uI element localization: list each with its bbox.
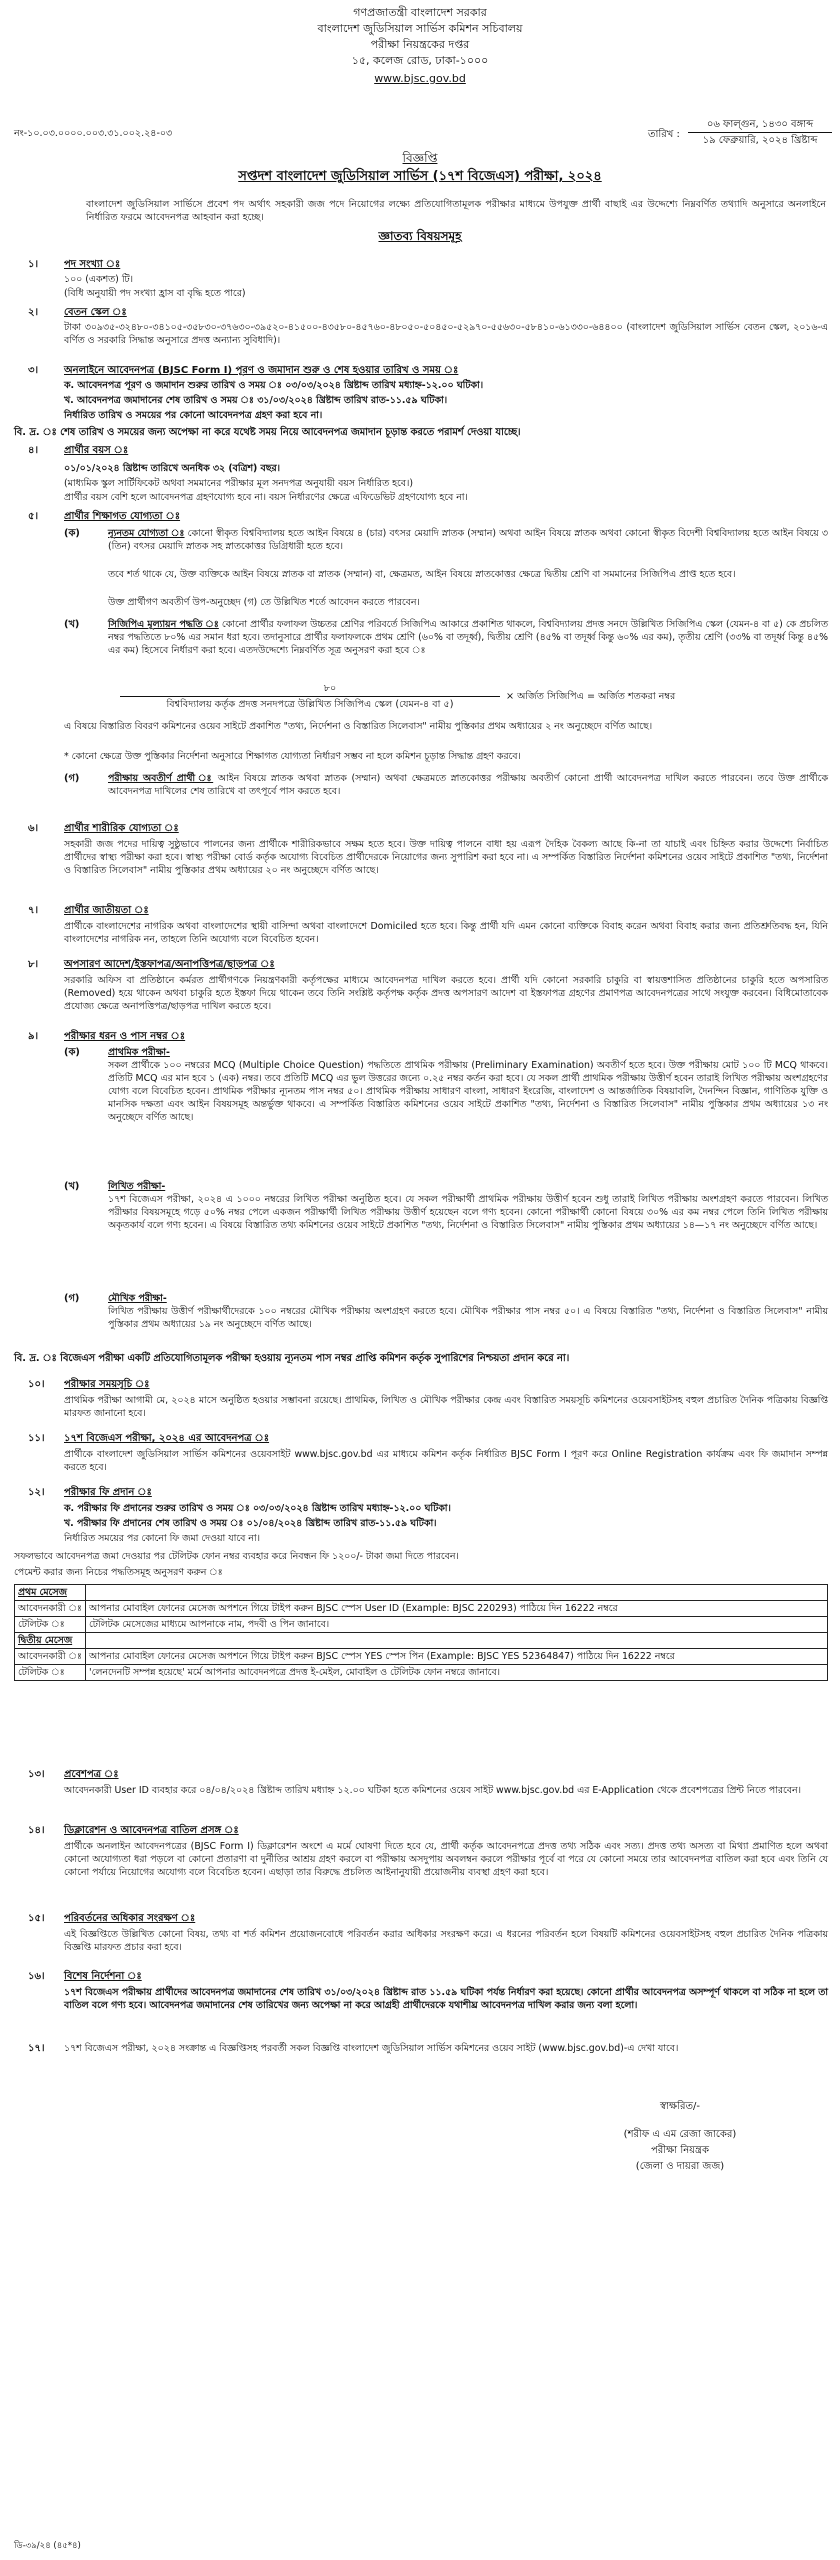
section-text: ১০০ (একশত) টি। bbox=[64, 274, 133, 285]
section-title: অনলাইনে আবেদনপত্র (BJSC Form I) পূরণ ও জমাদান শুরু ও শেষ হওয়ার তারিখ ও সময় ঃ bbox=[64, 365, 459, 376]
section-title: বিশেষ নির্দেশনা ঃ bbox=[64, 1971, 142, 1982]
table-row bbox=[15, 1601, 828, 1617]
section-number: ১। bbox=[28, 259, 39, 270]
fee-note: নির্ধারিত সময়ের পর কোনো ফি জমা দেওয়া যাবে না। bbox=[64, 1533, 260, 1544]
section-text: (বিধি অনুযায়ী পদ সংখ্যা হ্রাস বা বৃদ্ধি হতে পারে) bbox=[64, 288, 246, 299]
section-title: প্রবেশপত্র ঃ bbox=[64, 1769, 119, 1780]
section-title: পদ সংখ্যা ঃ bbox=[64, 259, 121, 270]
table-value: টেলিটক মেসেজের মাধ্যমে আপনাকে নাম, পদবী ও পিন জানাবে। bbox=[86, 1617, 828, 1633]
age-basis: (মাধ্যমিক স্কুল সার্টিফিকেট অথবা সমমানের পরীক্ষার মূল সনদপত্র অনুযায়ী বয়স নির্ধারিত হবে।) bbox=[64, 478, 414, 489]
formula-divider bbox=[120, 696, 500, 697]
govt-line: গণপ্রজাতন্ত্রী বাংলাদেশ সরকার bbox=[353, 6, 487, 19]
formula-numerator: ৮০ bbox=[323, 683, 337, 694]
sub-heading: মৌখিক পরীক্ষা- bbox=[108, 1293, 167, 1304]
commission-line: বাংলাদেশ জুডিসিয়াল সার্ভিস কমিশন সচিবালয় bbox=[317, 22, 523, 35]
print-code: ডি-৩৯/২৪ (৪৫*৪) bbox=[14, 2541, 81, 2551]
sub-label: (ক) bbox=[64, 528, 80, 539]
sub-text: এ বিষয়ে বিস্তারিত বিবরণ কমিশনের ওয়েব সাইটে প্রকাশিত "তথ্য, নির্দেশনা ও বিস্তারিত সিলেবাস" নামীয় পুস্তিকার প্রথম অধ্যায়ের ২ নং অনুচ্ছেদে বর্ণিত আছে। bbox=[64, 721, 653, 732]
table-key: প্রথম মেসেজ bbox=[15, 1585, 86, 1601]
table-row bbox=[15, 1617, 828, 1633]
section-number: ১৬। bbox=[28, 1971, 45, 1982]
section-title: প্রার্থীর জাতীয়তা ঃ bbox=[64, 905, 149, 916]
section-text: এই বিজ্ঞপ্তিতে উল্লিখিত কোনো বিষয়, তথ্য বা শর্ত কমিশন প্রয়োজনবোধে পরিবর্তন করার অধিকার সংরক্ষণ করে। এ ধরনের পরিবর্তন হলে বিষয়টি কমিশনের ওয়েবসাইটসহ বহুল প্রচারিত দৈনিক পত্রিকায় বিজ্ঞপ্তি মারফত প্রচার করা হবে। bbox=[64, 1929, 828, 1953]
exam-note: বি. দ্র. ঃ বিজেএস পরীক্ষা একটি প্রতিযোগিতামূলক পরীক্ষা হওয়ায় ন্যূনতম পাস নম্বর প্রাপ্তি কমিশন কর্তৃক সুপারিশের নিশ্চয়তা প্রদান করে না। bbox=[14, 1353, 570, 1364]
cgpa-method bbox=[108, 618, 828, 657]
minimum-qualification bbox=[108, 527, 828, 553]
section-text: প্রাথমিক পরীক্ষা আগামী মে, ২০২৪ মাসে অনুষ্ঠিত হওয়ার সম্ভাবনা রয়েছে। প্রাথমিক, লিখিত ও মৌখিক পরীক্ষার কেন্দ্র এবং বিস্তারিত সময়সূচি কমিশনের ওয়েবসাইটসহ বহুল প্রচারিত দৈনিক পত্রিকায় বিজ্ঞপ্তি মারফত জানানো হবে। bbox=[64, 1395, 828, 1419]
notice-intro: বাংলাদেশ জুডিসিয়াল সার্ভিসে প্রবেশ পদ অর্থাৎ সহকারী জজ পদে নিয়োগের লক্ষ্যে প্রতিযোগিতামূলক পরীক্ষার মাধ্যমে উপযুক্ত প্রার্থী বাছাই এর উদ্দেশ্যে নিম্নবর্ণিত তথ্যাদি অনুসারে অনলাইনে নির্ধারিত ফরমে আবেদনপত্র আহবান করা হচ্ছে। bbox=[86, 199, 826, 223]
star-note: * কোনো ক্ষেত্রে উক্ত পুস্তিকার নির্দেশনা অনুসারে শিক্ষাগত যোগ্যতা নির্ধারণ সম্ভব না হলে কমিশন চূড়ান্ত সিদ্ধান্ত গ্রহণ করবে। bbox=[64, 751, 521, 762]
table-row bbox=[15, 1585, 828, 1601]
table-key: আবেদনকারী ঃ bbox=[15, 1649, 86, 1665]
sub-text: তবে শর্ত থাকে যে, উক্ত ব্যক্তিকে আইন বিষয়ে স্নাতক বা স্নাতক (সম্মান) বা, ক্ষেত্রমত, আইন বিষয়ে স্নাতকোত্তর ক্ষেত্রে দ্বিতীয় শ্রেণি বা সমমানের সিজিপিএ প্রাপ্ত হতে হবে। bbox=[108, 569, 736, 580]
sms-payment-table bbox=[14, 1584, 828, 1681]
formula-result: × অর্জিত সিজিপিএ = অর্জিত শতকরা নম্বর bbox=[506, 691, 676, 702]
table-value: আপনার মোবাইল ফোনের মেসেজ অপশনে গিয়ে টাইপ করুন BJSC স্পেস YES স্পেস পিন (Example: BJSC YES 52364847) পাঠিয়ে দিন 16222 নম্বরে bbox=[86, 1649, 828, 1665]
section-text: প্রার্থীকে অনলাইন আবেদনপত্রের (BJSC Form I) ডিক্লারেশন অংশে এ মর্মে ঘোষণা দিতে হবে যে, প্রার্থী কর্তৃক আবেদনপত্রে প্রদত্ত তথ্য সঠিক এবং সত্য। প্রদত্ত তথ্য অসত্য বা মিথ্যা প্রমাণিত হলে অথবা কোনো অযোগ্যতা ধরা পড়লে বা কোনো প্রতারণা বা দুর্নীতির আশ্রয় গ্রহণ করলে বা পরীক্ষায় অসদুপায় অবলম্বন করলে পরীক্ষার পূর্বে বা পরে যে কোনো সময়ে তার আবেদনপত্র বাতিল করা হবে এবং তিনি যে কোনো পর্যায়ে নিয়োগের অযোগ্য বলে বিবেচিত হবেন। এছাড়া তার বিরুদ্ধে প্রচলিত আইনানুযায়ী প্রয়োজনীয় ব্যবস্থা গ্রহণ করা হবে। bbox=[64, 1841, 828, 1878]
section-text: প্রার্থীকে বাংলাদেশের নাগরিক অথবা বাংলাদেশের স্থায়ী বাসিন্দা অথবা বাংলাদেশে Domiciled হতে হবে। কিন্তু প্রার্থী যদি এমন কোনো ব্যক্তিকে বিবাহ করেন অথবা বিবাহ করার জন্য প্রতিশ্রুতিবদ্ধ হন, যিনি বাংলাদেশের নাগরিক নন, তাহলে তিনি অযোগ্য বলে বিবেচিত হবেন। bbox=[64, 921, 828, 945]
memo-reference: নং-১০.০৩.০০০০.০০৩.৩১.০০২.২৪-০৩ bbox=[14, 128, 173, 139]
table-row bbox=[15, 1649, 828, 1665]
section-number: ১২। bbox=[28, 1487, 45, 1498]
sub-text: উক্ত প্রার্থীগণ অবতীর্ণ উপ-অনুচ্ছেদ (গ) তে উল্লিখিত শর্তে আবেদন করতে পারবেন। bbox=[108, 597, 420, 608]
table-key: আবেদনকারী ঃ bbox=[15, 1601, 86, 1617]
table-value: 'লেনদেনটি সম্পন্ন হয়েছে' মর্মে আপনার আবেদনপত্রে প্রদত্ত ই-মেইল, মোবাইল ও টেলিটক ফোন নম্বরে জানাবে। bbox=[86, 1665, 828, 1681]
fee-amount-note: সফলভাবে আবেদনপত্র জমা দেওয়ার পর টেলিটক ফোন নম্বর ব্যবহার করে নিবন্ধন ফি ১২০০/- টাকা জমা দিতে পারবেন। bbox=[14, 1551, 459, 1562]
address-line: ১৫, কলেজ রোড, ঢাকা-১০০০ bbox=[351, 54, 489, 67]
sub-text: সকল প্রার্থীকে ১০০ নম্বরের MCQ (Multiple Choice Question) পদ্ধতিতে প্রাথমিক পরীক্ষায় (Preliminary Examination) অবতীর্ণ হতে হবে। উক্ত পরীক্ষায় মোট ১০০ টি MCQ থাকবে। প্রতিটি MCQ এর মান হবে ১ (এক) নম্বর। তবে প্রতিটি MCQ এর ভুল উত্তরের জন্যে ০.২৫ নম্বর কর্তন করা হবে। যে সকল প্রার্থী প্রাথমিক পরীক্ষায় উত্তীর্ণ হবেন তারাই লিখিত পরীক্ষায় অংশগ্রহণের যোগ্য বলে বিবেচিত হবেন। প্রাথমিক পরীক্ষার ন্যূনতম পাস নম্বর ৫০। প্রাথমিক পরীক্ষায় সাধারণ বাংলা, সাধারণ ইংরেজি, বাংলাদেশ ও আন্তর্জাতিক বিষয়াবলি, দৈনন্দিন বিজ্ঞান, গাণিতিক যুক্তি ও মানসিক দক্ষতা এবং আইন বিষয়সমূহ অন্তর্ভুক্ত থাকবে। এ সম্পর্কিত বিস্তারিত কমিশনের ওয়েব সাইটে প্রকাশিত "তথ্য, নির্দেশনা ও বিস্তারিত সিলেবাস" নামীয় পুস্তিকার প্রথম অধ্যায়ের ১৩ নং অনুচ্ছেদে বর্ণিত আছে। bbox=[108, 1060, 828, 1123]
table-row bbox=[15, 1633, 828, 1649]
payment-steps-intro: পেমেন্ট করার জন্য নিচের পদ্ধতিসমূহ অনুসরণ করুন ঃ bbox=[14, 1567, 223, 1578]
table-key: টেলিটক ঃ bbox=[15, 1617, 86, 1633]
section-number: ৪। bbox=[28, 445, 39, 456]
written-exam bbox=[108, 1180, 828, 1232]
signatory-rank: (জেলা ও দায়রা জজ) bbox=[635, 2161, 725, 2172]
signatory-name: (শরীফ এ এম রেজা জাকের) bbox=[623, 2129, 737, 2140]
table-value bbox=[86, 1633, 828, 1649]
sub-text: কোনো স্বীকৃত বিশ্ববিদ্যালয় হতে আইন বিষয়ে ৪ (চার) বৎসর মেয়াদি স্নাতক (সম্মান) অথবা আইন বিষয়ে স্নাতক অথবা কোনো স্বীকৃত বিদেশী বিশ্ববিদ্যালয় হতে আইন বিষয়ে ৩ (তিন) বৎসর মেয়াদি স্নাতক সহ স্নাতকোত্তর ডিগ্রিধারী হতে হবে। bbox=[108, 528, 829, 552]
sub-label: (খ) bbox=[64, 1181, 80, 1192]
section-text: টাকা ৩০৯৩৫-৩২৪৮০-৩৪১০৫-৩৫৮৩০-৩৭৬৩০-৩৯৫২০-৪১৫০০-৪৩৫৮০-৪৫৭৬০-৪৮০৫০-৫০৪৫০-৫২৯৭০-৫৫৬৩০-৫৮৪১০-৬১৩৩০-৬৪৪০০ (বাংলাদেশ জুডিসিয়াল সার্ভিস বেতন স্কেল, ২০১৬-এ বর্ণিত ও সরকারি সিদ্ধান্ত অনুসারে প্রদত্ত অন্যান্য সুবিধাদি)। bbox=[64, 322, 828, 346]
section-title: প্রার্থীর শারীরিক যোগ্যতা ঃ bbox=[64, 823, 179, 834]
signed-label: স্বাক্ষরিত/- bbox=[660, 2101, 700, 2112]
section-number: ১১। bbox=[28, 1433, 45, 1444]
section-title: পরীক্ষার ধরন ও পাস নম্বর ঃ bbox=[64, 1031, 186, 1042]
section-number: ১৩। bbox=[28, 1769, 45, 1780]
section-text: সরকারি অফিস বা প্রতিষ্ঠানে কর্মরত প্রার্থীগণকে নিয়ন্ত্রণকারী কর্তৃপক্ষের মাধ্যমে আবেদনপত্র দাখিল করতে হবে। প্রার্থী যদি কোনো সরকারি চাকুরি বা স্বায়ত্তশাসিত প্রতিষ্ঠানের চাকুরি হতে অপসারিত (Removed) হয়ে থাকেন অথবা চাকুরি হতে ইস্তফা দিয়ে থাকেন তবে তিনি সংশ্লিষ্ট কর্তৃপক্ষ কর্তৃক প্রদত্ত অপসারণ আদেশ বা ইস্তফাপত্র গ্রহণের প্রমাণপত্র আবেদনপত্রের সাথে সংযুক্ত করবেন। বিধিমোতাবেক প্রযোজ্য ক্ষেত্রে অনাপত্তিপত্র/ছাড়পত্র দাখিল করতে হবে। bbox=[64, 975, 828, 1012]
table-value: আপনার মোবাইল ফোনের মেসেজ অপশনে গিয়ে টাইপ করুন BJSC স্পেস User ID (Example: BJSC 220293) পাঠিয়ে দিন 16222 নম্বরে bbox=[86, 1601, 828, 1617]
end-date: খ. আবেদনপত্র জমাদানের শেষ তারিখ ও সময় ঃ ৩১/০৩/২০২৪ খ্রিষ্টাব্দ তারিখ রাত-১১.৫৯ ঘটিকা। bbox=[64, 395, 448, 406]
section-text: প্রার্থীকে বাংলাদেশ জুডিসিয়াল সার্ভিস কমিশনের ওয়েবসাইট www.bjsc.gov.bd এর মাধ্যমে কমিশন কর্তৃক নির্ধারিত BJSC Form I পূরণ করে Online Registration কার্যক্রম এবং ফি জমাদান সম্পন্ন করতে হবে। bbox=[64, 1449, 828, 1473]
date-label: তারিখ : bbox=[648, 129, 680, 140]
signatory-designation: পরীক্ষা নিয়ন্ত্রক bbox=[651, 2145, 709, 2156]
sub-heading: সিজিপিএ মূল্যায়ন পদ্ধতি ঃ bbox=[108, 619, 219, 630]
table-key: দ্বিতীয় মেসেজ bbox=[15, 1633, 86, 1649]
sub-text: কোনো প্রার্থীর ফলাফল উচ্চতর শ্রেণির পরিবর্তে সিজিপিএ আকারে প্রকাশিত থাকলে, বিশ্ববিদ্যালয় প্রদত্ত সনদে উল্লিখিত সিজিপিএ স্কেল (যেমন-৪ বা ৫) কে প্রচলিত নম্বর পদ্ধতিতে ৮০% এর সমান ধরা হবে। তদানুসারে প্রার্থীর ফলাফলকে প্রথম শ্রেণি (৬০% বা তদূর্ধ্ব), দ্বিতীয় শ্রেণি (৪৫% বা তদূর্ধ্ব কিন্তু ৬০% এর কম), তৃতীয় শ্রেণি (৩৩% বা তদূর্ধ্ব কিন্তু ৪৫% এর কম) হিসেবে নির্ধারণ করা হবে। এতদউদ্দেশ্যে নিম্নবর্ণিত সূত্র অনুসরণ করা হবে ঃ bbox=[108, 619, 828, 656]
section-number: ১৫। bbox=[28, 1913, 45, 1924]
section-number: ১৪। bbox=[28, 1825, 45, 1836]
date-english: ১৯ ফেব্রুয়ারি, ২০২৪ খ্রিষ্টাব্দ bbox=[702, 135, 818, 146]
section-title: ১৭শ বিজেএস পরীক্ষা, ২০২৪ এর আবেদনপত্র ঃ bbox=[64, 1433, 270, 1444]
sub-label: (ক) bbox=[64, 1047, 80, 1058]
start-date: ক. আবেদনপত্র পূরণ ও জমাদান শুরুর তারিখ ও সময় ঃ ০৩/০৩/২০২৪ খ্রিষ্টাব্দ তারিখ মধ্যাহ্ন-১২.০০ ঘটিকা। bbox=[64, 380, 484, 391]
appearing-candidates bbox=[108, 772, 828, 798]
section-number: ৬। bbox=[28, 823, 39, 834]
notice-title: সপ্তদশ বাংলাদেশ জুডিসিয়াল সার্ভিস (১৭শ বিজেএস) পরীক্ষা, ২০২৪ bbox=[238, 169, 602, 184]
sub-heading: ন্যূনতম যোগ্যতা ঃ bbox=[108, 528, 185, 539]
sub-label: (গ) bbox=[64, 1293, 80, 1304]
age-rule: প্রার্থীর বয়স বেশি হলে আবেদনপত্র গ্রহণযোগ্য হবে না। বয়স নির্ধারণের ক্ষেত্রে এফিডেভিট গ্রহণযোগ্য হবে না। bbox=[64, 492, 468, 503]
viva-exam bbox=[108, 1292, 828, 1331]
section-title: অপসারণ আদেশ/ইস্তফাপত্র/অনাপত্তিপত্র/ছাড়পত্র ঃ bbox=[64, 959, 275, 970]
section-text: ১৭শ বিজেএস পরীক্ষায় প্রার্থীদের আবেদনপত্র জমাদানের শেষ তারিখ ৩১/০৩/২০২৪ খ্রিষ্টাব্দ রাত ১১.৫৯ ঘটিকা পর্যন্ত নির্ধারণ করা হয়েছে। কোনো প্রার্থীর আবেদনপত্র অসম্পূর্ণ থাকলে বা সঠিক না হলে তা বাতিল বলে গণ্য হবে। আবেদনপত্র জমাদানের শেষ তারিখের জন্য অপেক্ষা না করে আগ্রহী প্রার্থীদেরকে যথাশীঘ্র আবেদনপত্র দাখিল করার জন্য বলা হলো। bbox=[64, 1987, 828, 2011]
section-number: ২। bbox=[28, 307, 39, 318]
section-text: সহকারী জজ পদের দায়িত্ব সুষ্ঠুভাবে পালনের জন্য প্রার্থীকে শারীরিকভাবে সক্ষম হতে হবে। উক্ত দায়িত্ব পালনে বাধা হয় এরূপ দৈহিক বৈকল্য আছে কি-না তা যাচাই এবং চিহ্নিত করার উদ্দেশ্যে নির্বাচিত প্রার্থীদের স্বাস্থ্য পরীক্ষা করা হবে। স্বাস্থ্য পরীক্ষা বোর্ড কর্তৃক অযোগ্য বিবেচিত প্রার্থীদেরকে নিয়োগের জন্য সুপারিশ করা হবে না। এ সম্পর্কিত বিস্তারিত নির্দেশনা কমিশনের ওয়েব সাইটে প্রকাশিত "তথ্য, নির্দেশনা ও বিস্তারিত সিলেবাস" নামীয় পুস্তিকার প্রথম অধ্যায়ের ২০ নং অনুচ্ছেদে বর্ণিত আছে। bbox=[64, 839, 828, 876]
section-title: পরীক্ষার সময়সূচি ঃ bbox=[64, 1379, 150, 1390]
section-title: পরীক্ষার ফি প্রদান ঃ bbox=[64, 1487, 152, 1498]
section-title: বেতন স্কেল ঃ bbox=[64, 307, 127, 318]
section-text: ১৭শ বিজেএস পরীক্ষা, ২০২৪ সংক্রান্ত এ বিজ্ঞপ্তিসহ পরবর্তী সকল বিজ্ঞপ্তি বাংলাদেশ জুডিসিয়াল সার্ভিস কমিশনের ওয়েব সাইট (www.bjsc.gov.bd)-এ দেখা যাবে। bbox=[64, 2043, 679, 2054]
section-number: ৩। bbox=[28, 365, 39, 376]
section-text: আবেদনকারী User ID ব্যবহার করে ০৪/০৪/২০২৪ খ্রিষ্টাব্দ তারিখ মধ্যাহ্ন ১২.০০ ঘটিকা হতে কমিশনের ওয়েব সাইট www.bjsc.gov.bd এর E-Application থেকে প্রবেশপত্রের প্রিন্ট নিতে পারবেন। bbox=[64, 1785, 801, 1796]
website-link[interactable]: www.bjsc.gov.bd bbox=[374, 72, 466, 85]
sub-text: লিখিত পরীক্ষায় উত্তীর্ণ পরীক্ষার্থীদেরকে ১০০ নম্বরের মৌখিক পরীক্ষায় অংশগ্রহণ করতে হবে। মৌখিক পরীক্ষার পাস নম্বর ৫০। এ বিষয়ে বিস্তারিত "তথ্য, নির্দেশনা ও বিস্তারিত সিলেবাস" নামীয় পুস্তিকার প্রথম অধ্যায়ের ১৯ নং অনুচ্ছেদে বর্ণিত আছে। bbox=[108, 1306, 828, 1330]
table-value bbox=[86, 1585, 828, 1601]
notice-subheading: জ্ঞাতব্য বিষয়সমূহ bbox=[378, 229, 462, 243]
formula-denominator: বিশ্ববিদ্যালয় কর্তৃক প্রদত্ত সনদপত্রে উল্লিখিত সিজিপিএ স্কেল (যেমন-৪ বা ৫) bbox=[166, 699, 454, 710]
section-number: ৮। bbox=[28, 959, 39, 970]
office-line: পরীক্ষা নিয়ন্ত্রকের দপ্তর bbox=[370, 38, 470, 51]
section-number: ১০। bbox=[28, 1379, 45, 1390]
deadline-note: নির্ধারিত তারিখ ও সময়ের পর কোনো আবেদনপত্র গ্রহণ করা হবে না। bbox=[64, 410, 323, 421]
section-number: ৭। bbox=[28, 905, 39, 916]
section-title: প্রার্থীর শিক্ষাগত যোগ্যতা ঃ bbox=[64, 511, 181, 522]
age-limit: ০১/০১/২০২৪ খ্রিষ্টাব্দ তারিখে অনধিক ৩২ (বত্রিশ) বছর। bbox=[64, 463, 280, 474]
table-row bbox=[15, 1665, 828, 1681]
section-title: ডিক্লারেশন ও আবেদনপত্র বাতিল প্রসঙ্গ ঃ bbox=[64, 1825, 239, 1836]
notice-label: বিজ্ঞপ্তি bbox=[402, 151, 438, 165]
fee-end-date: খ. পরীক্ষার ফি প্রদানের শেষ তারিখ ও সময় ঃ ০১/০৪/২০২৪ খ্রিষ্টাব্দ তারিখ রাত-১১.৫৯ ঘটিকা। bbox=[64, 1518, 437, 1529]
sub-text: আইন বিষয়ে স্নাতক অথবা স্নাতক (সম্মান) অথবা ক্ষেত্রমতে স্নাতকোত্তর পরীক্ষায় অবতীর্ণ কোনো প্রার্থী আবেদনপত্র দাখিল করতে পারবেন। তবে উক্ত প্রার্থীকে আবেদনপত্র দাখিলের শেষ তারিখে বা তৎপূর্বে পাস করতে হবে। bbox=[108, 773, 829, 797]
fee-start-date: ক. পরীক্ষার ফি প্রদানের শুরুর তারিখ ও সময় ঃ ০৩/০৩/২০২৪ খ্রিষ্টাব্দ তারিখ মধ্যাহ্ন-১২.০০ ঘটিকা। bbox=[64, 1503, 451, 1514]
section-title: পরিবর্তনের অধিকার সংরক্ষণ ঃ bbox=[64, 1913, 196, 1924]
sms-table-body bbox=[15, 1585, 828, 1681]
section-title: প্রার্থীর বয়স ঃ bbox=[64, 445, 129, 456]
sub-heading: পরীক্ষায় অবতীর্ণ প্রার্থী ঃ bbox=[108, 773, 214, 784]
date-bangla: ০৬ ফাল্গুন, ১৪৩০ বঙ্গাব্দ bbox=[688, 117, 832, 133]
sub-heading: লিখিত পরীক্ষা- bbox=[108, 1181, 166, 1192]
memo-date bbox=[648, 117, 832, 148]
warning-note: বি. দ্র. ঃ শেষ তারিখ ও সময়ের জন্য অপেক্ষা না করে যথেষ্ট সময় নিয়ে আবেদনপত্র জমাদান চূড়ান্ত করতে পরামর্শ দেওয়া যাচ্ছে। bbox=[14, 427, 521, 438]
section-number: ৯। bbox=[28, 1031, 39, 1042]
sub-heading: প্রাথমিক পরীক্ষা- bbox=[108, 1047, 170, 1058]
section-number: ১৭। bbox=[28, 2043, 45, 2054]
table-key: টেলিটক ঃ bbox=[15, 1665, 86, 1681]
preliminary-exam bbox=[108, 1046, 828, 1124]
section-number: ৫। bbox=[28, 511, 39, 522]
sub-text: ১৭শ বিজেএস পরীক্ষা, ২০২৪ এ ১০০০ নম্বরের লিখিত পরীক্ষা অনুষ্ঠিত হবে। যে সকল পরীক্ষার্থী প্রাথমিক পরীক্ষায় উত্তীর্ণ হবেন শুধু তারাই লিখিত পরীক্ষায় অংশগ্রহণ করতে পারবেন। লিখিত পরীক্ষার বিষয়সমূহে গড়ে ৫০% নম্বর পেলে একজন পরীক্ষার্থী লিখিত পরীক্ষায় উত্তীর্ণ হয়েছেন বলে গণ্য হবেন। কোনো পরীক্ষার্থী কোনো বিষয়ে ৩০% এর কম নম্বর পেলে তিনি লিখিত পরীক্ষায় অকৃতকার্য বলে গণ্য হবেন। এ বিষয়ে বিস্তারিত তথ্য কমিশনের ওয়েব সাইটে প্রকাশিত "তথ্য, নির্দেশনা ও বিস্তারিত সিলেবাস" নামীয় পুস্তিকার প্রথম অধ্যায়ের ১৪—১৭ নং অনুচ্ছেদে বর্ণিত আছে। bbox=[108, 1194, 828, 1231]
sub-label: (গ) bbox=[64, 773, 80, 784]
sub-label: (খ) bbox=[64, 619, 80, 630]
